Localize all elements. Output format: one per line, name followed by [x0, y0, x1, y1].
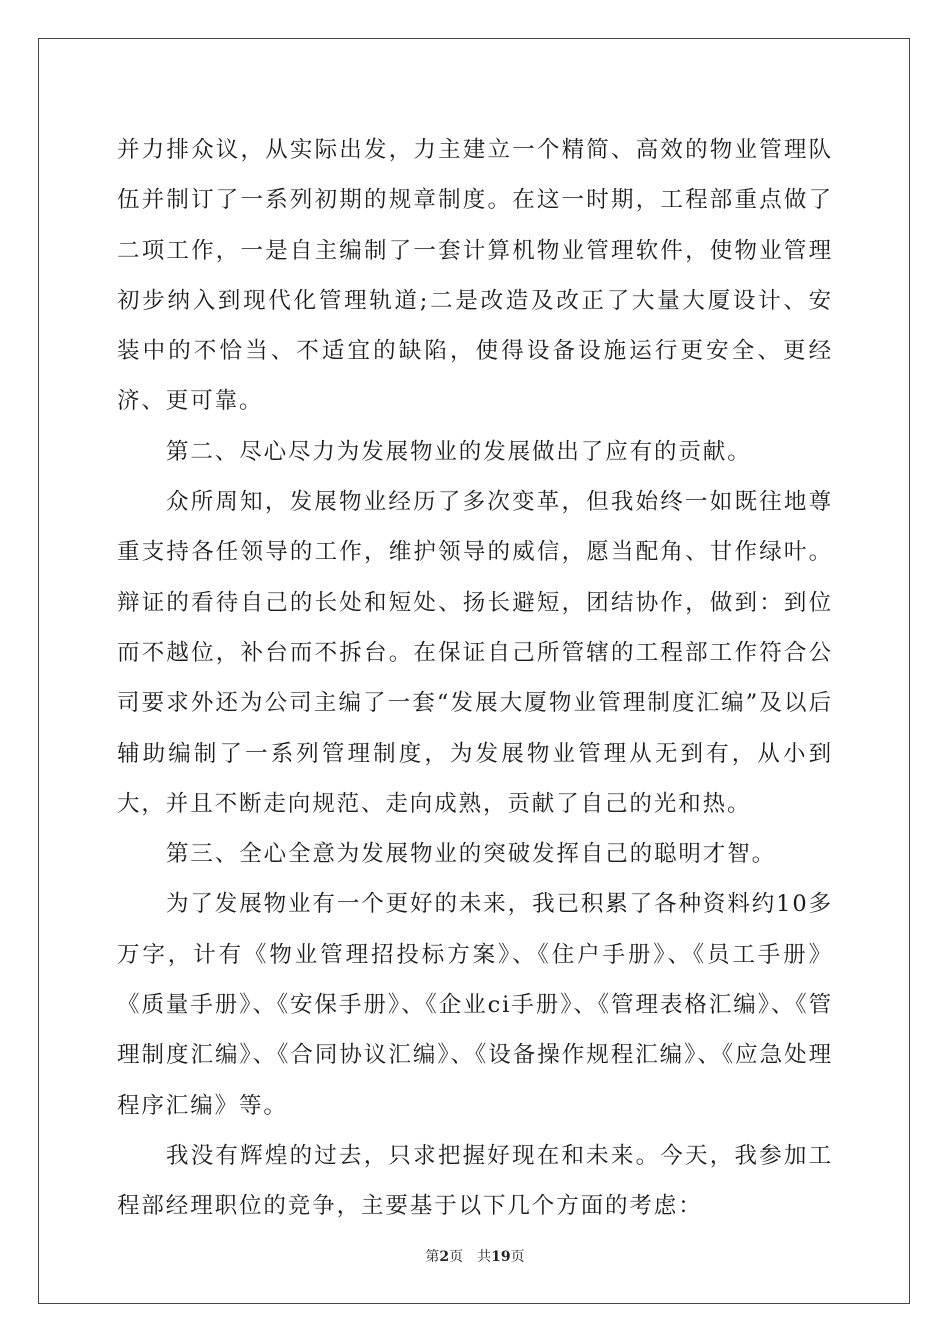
paragraph: 为了发展物业有一个更好的未来，我已积累了各种资料约10多万字，计有《物业管理招投标方案》、《住户手册》、《员工手册》《质量手册》、《安保手册》、《企业ci手册》、《管理表格汇编》、《管理制度汇编》、《合同协议汇编》、《设备操作规程汇编》、《应急处理程序汇编》等。 [117, 891, 833, 1119]
page-label-suffix: 页 [449, 1249, 464, 1265]
total-label-suffix: 页 [510, 1249, 525, 1265]
page-number: 2 [439, 1249, 450, 1265]
total-pages: 19 [491, 1249, 511, 1265]
paragraph: 众所周知，发展物业经历了多次变革，但我始终一如既往地尊重支持各任领导的工作，维护领导的威信，愿当配角、甘作绿叶。辩证的看待自己的长处和短处、扬长避短，团结协作，做到：到位而不越位，补台而不拆台。在保证自己所管辖的工程部工作符合公司要求外还为公司主编了一套“发展大厦物业管理制度汇编”及以后辅助编制了一系列管理制度，为发展物业管理从无到有，从小到大，并且不断走向规范、走向成熟，贡献了自己的光和热。 [117, 489, 833, 817]
page-label-prefix: 第 [425, 1249, 440, 1265]
paragraph: 第二、尽心尽力为发展物业的发展做出了应有的贡献。 [166, 438, 752, 465]
paragraph: 第三、全心全意为发展物业的突破发挥自己的聪明才智。 [166, 841, 777, 868]
paragraph: 我没有辉煌的过去，只求把握好现在和未来。今天，我参加工程部经理职位的竞争，主要基于以下几个方面的考虑： [117, 1142, 833, 1220]
document-body [117, 125, 833, 1232]
page-footer [0, 1246, 950, 1266]
total-label-prefix: 共 [477, 1249, 492, 1265]
paragraph: 并力排众议，从实际出发，力主建立一个精简、高效的物业管理队伍并制订了一系列初期的规章制度。在这一时期，工程部重点做了二项工作，一是自主编制了一套计算机物业管理软件，使物业管理初步纳入到现代化管理轨道;二是改造及改正了大量大厦设计、安装中的不恰当、不适宜的缺陷，使得设备设施运行更安全、更经济、更可靠。 [117, 137, 833, 415]
